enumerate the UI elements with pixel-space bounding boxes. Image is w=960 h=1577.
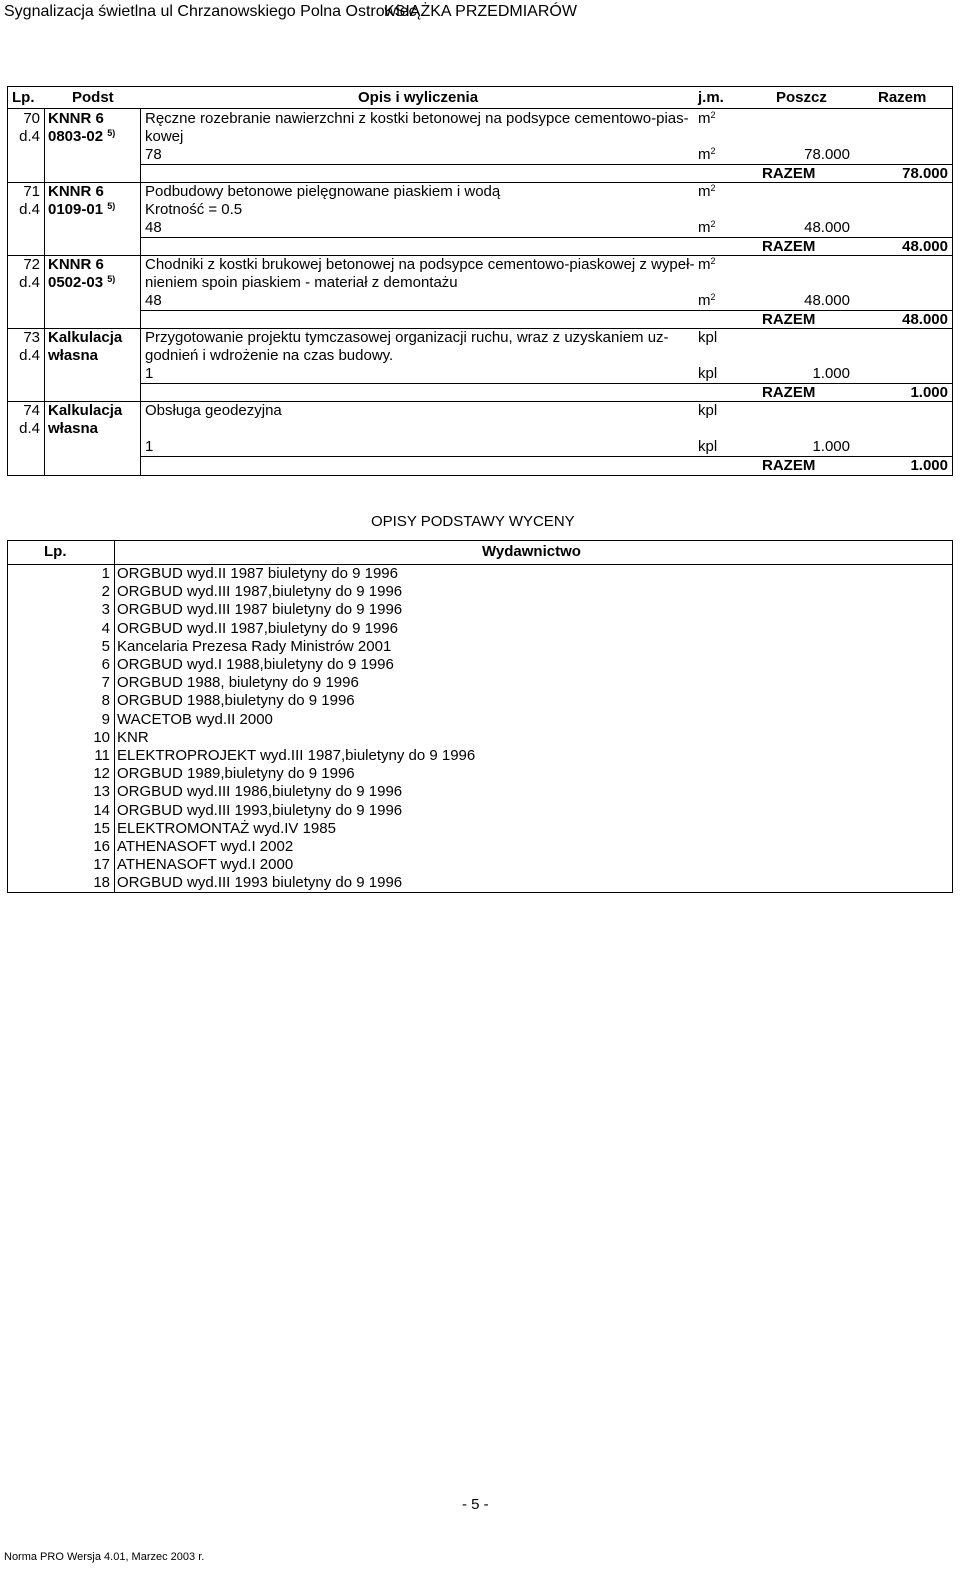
position-number: 70	[23, 110, 40, 127]
basis-ref: 5)	[107, 128, 116, 138]
position-d: d.4	[19, 274, 40, 291]
document-title: Sygnalizacja świetlna ul Chrzanowskiego Polna Ostrowiec	[4, 3, 417, 20]
opisy-item-number: 11	[94, 747, 110, 764]
opisy-item-number: 14	[93, 801, 110, 819]
position-unit: $m^2$	[698, 256, 716, 273]
opisy-item-text: ORGBUD wyd.III 1986,biuletyny do 9 1996	[117, 783, 403, 801]
opisy-item-text: ORGBUD wyd.II 1987 biuletyny do 9 1996	[117, 565, 398, 582]
opisy-item-text: ORGBUD 1989,biuletyny do 9 1996	[117, 765, 355, 783]
position-calc: 78	[145, 146, 162, 163]
opisy-item-text: ATHENASOFT wyd.I 2002	[117, 838, 294, 855]
razem-label: RAZEM	[762, 238, 816, 255]
opisy-item-text: ORGBUD 1988, biuletyny do 9 1996	[117, 674, 359, 692]
position-unit: $m^2$	[698, 110, 716, 127]
position-basis: KNNR 6	[48, 183, 104, 200]
opisy-item-text: ORGBUD wyd.I 1988,biuletyny do 9 1996	[117, 656, 394, 673]
position-description-cont: Krotność = 0.5	[145, 201, 243, 218]
opisy-item-number: 16	[93, 838, 110, 855]
position-calc-unit: $m^2$	[698, 146, 716, 163]
position-description: Ręczne rozebranie nawierzchni z kostki betonowej na podsypce cementowo-pias-	[145, 110, 689, 127]
position-razem: 48.000	[902, 311, 948, 328]
position-d: d.4	[19, 201, 40, 218]
position-unit: kpl	[698, 329, 718, 346]
position-number: 71	[23, 183, 40, 200]
opisy-item-text: KNR	[117, 728, 149, 746]
opisy-item-number: 17	[93, 856, 110, 874]
opisy-item-number: 9	[101, 710, 110, 728]
basis-ref: 5)	[107, 274, 116, 284]
opisy-item-text: ORGBUD wyd.II 1987,biuletyny do 9 1996	[117, 619, 398, 637]
divider	[140, 456, 952, 457]
position-poszcz: 48.000	[804, 219, 850, 236]
opisy-header-wydawnictwo: Wydawnictwo	[482, 543, 581, 560]
document-section-title: KSIĄŻKA PRZEDMIARÓW	[384, 3, 577, 20]
position-calc-unit: kpl	[698, 365, 718, 382]
opisy-item-text: ELEKTROPROJEKT wyd.III 1987,biuletyny do 9 1996	[117, 747, 476, 764]
razem-label: RAZEM	[762, 384, 816, 401]
opisy-item-text: ORGBUD wyd.III 1993,biuletyny do 9 1996	[117, 801, 403, 819]
opisy-item-number: 4	[101, 619, 110, 637]
divider	[140, 164, 952, 165]
divider	[140, 237, 952, 238]
position-poszcz: 78.000	[804, 146, 850, 163]
opisy-item-number: 5	[101, 637, 110, 655]
position-description: Podbudowy betonowe pielęgnowane piaskiem i wodą	[145, 183, 501, 200]
divider	[140, 383, 952, 384]
opisy-header-lp: Lp.	[44, 543, 67, 560]
position-calc: 1	[145, 438, 154, 455]
position-razem: 78.000	[902, 165, 948, 182]
opisy-item-number: 13	[93, 783, 110, 801]
position-basis-code: 0803-02 $^{5)}$	[48, 128, 116, 145]
opisy-title: OPISY PODSTAWY WYCENY	[371, 513, 575, 530]
position-d: d.4	[19, 347, 40, 364]
position-razem: 1.000	[910, 384, 948, 401]
position-description: Chodniki z kostki brukowej betonowej na podsypce cementowo-piaskowej z wypeł-	[145, 256, 695, 273]
opisy-item-number: 1	[101, 565, 110, 582]
position-poszcz: 1.000	[812, 365, 850, 382]
opisy-item-text: WACETOB wyd.II 2000	[117, 710, 273, 728]
position-razem: 1.000	[910, 457, 948, 474]
razem-label: RAZEM	[762, 311, 816, 328]
position-number: 72	[23, 256, 40, 273]
position-description-cont: nieniem spoin piaskiem - materiał z demontażu	[145, 274, 458, 291]
opisy-item-text: ORGBUD wyd.III 1987,biuletyny do 9 1996	[117, 583, 403, 601]
opisy-item-text: ORGBUD wyd.III 1987 biuletyny do 9 1996	[117, 601, 403, 619]
software-version: Norma PRO Wersja 4.01, Marzec 2003 r.	[4, 1551, 205, 1563]
position-number: 74	[23, 402, 40, 419]
opisy-item-text: Kancelaria Prezesa Rady Ministrów 2001	[117, 637, 392, 655]
position-calc: 1	[145, 365, 154, 382]
razem-label: RAZEM	[762, 457, 816, 474]
divider	[140, 310, 952, 311]
opisy-item-number: 10	[93, 728, 110, 746]
column-header-razem: Razem	[878, 89, 927, 106]
position-description-cont: kowej	[145, 128, 184, 145]
position-description-cont: godnień i wdrożenie na czas budowy.	[145, 347, 394, 364]
position-basis-code: własna	[48, 420, 99, 437]
page-number: - 5 -	[462, 1496, 489, 1513]
position-basis-code: 0502-03 $^{5)}$	[48, 274, 116, 291]
position-basis-code: własna	[48, 347, 99, 364]
basis-ref: 5)	[107, 201, 116, 211]
opisy-item-text: ORGBUD 1988,biuletyny do 9 1996	[117, 692, 355, 710]
opisy-item-number: 6	[101, 656, 110, 673]
position-calc-unit: $m^2$	[698, 219, 716, 236]
position-d: d.4	[19, 128, 40, 145]
position-unit: kpl	[698, 402, 718, 419]
column-header-podst: Podst	[72, 89, 114, 106]
opisy-item-number: 18	[93, 874, 110, 892]
opisy-item-text: ATHENASOFT wyd.I 2000	[117, 856, 294, 874]
position-poszcz: 1.000	[812, 438, 850, 455]
position-calc: 48	[145, 292, 162, 309]
column-header-opis: Opis i wyliczenia	[358, 89, 479, 106]
opisy-item-number: 8	[101, 692, 110, 710]
opisy-item-text: ORGBUD wyd.III 1993 biuletyny do 9 1996	[117, 874, 403, 892]
column-header-jm: j.m.	[698, 89, 724, 106]
position-poszcz: 48.000	[804, 292, 850, 309]
opisy-item-number: 12	[93, 765, 110, 783]
opisy-item-number: 15	[93, 819, 110, 837]
position-basis: Kalkulacja	[48, 402, 123, 419]
opisy-item-text: ELEKTROMONTAŻ wyd.IV 1985	[117, 819, 336, 837]
position-basis-code: 0109-01 $^{5)}$	[48, 201, 116, 218]
position-description: Obsługa geodezyjna	[145, 402, 282, 419]
column-header-lp: Lp.	[12, 89, 35, 106]
opisy-item-number: 7	[101, 674, 110, 692]
position-basis: KNNR 6	[48, 256, 104, 273]
position-calc-unit: $m^2$	[698, 292, 716, 309]
position-basis: Kalkulacja	[48, 329, 123, 346]
position-razem: 48.000	[902, 238, 948, 255]
position-calc: 48	[145, 219, 162, 236]
position-number: 73	[23, 329, 40, 346]
position-basis: KNNR 6	[48, 110, 104, 127]
opisy-item-number: 3	[101, 601, 110, 619]
position-unit: $m^2$	[698, 183, 716, 200]
column-header-poszcz: Poszcz	[776, 89, 827, 106]
position-calc-unit: kpl	[698, 438, 718, 455]
opisy-item-number: 2	[101, 583, 110, 601]
position-d: d.4	[19, 420, 40, 437]
razem-label: RAZEM	[762, 165, 816, 182]
position-description: Przygotowanie projektu tymczasowej organizacji ruchu, wraz z uzyskaniem uz-	[145, 329, 669, 346]
